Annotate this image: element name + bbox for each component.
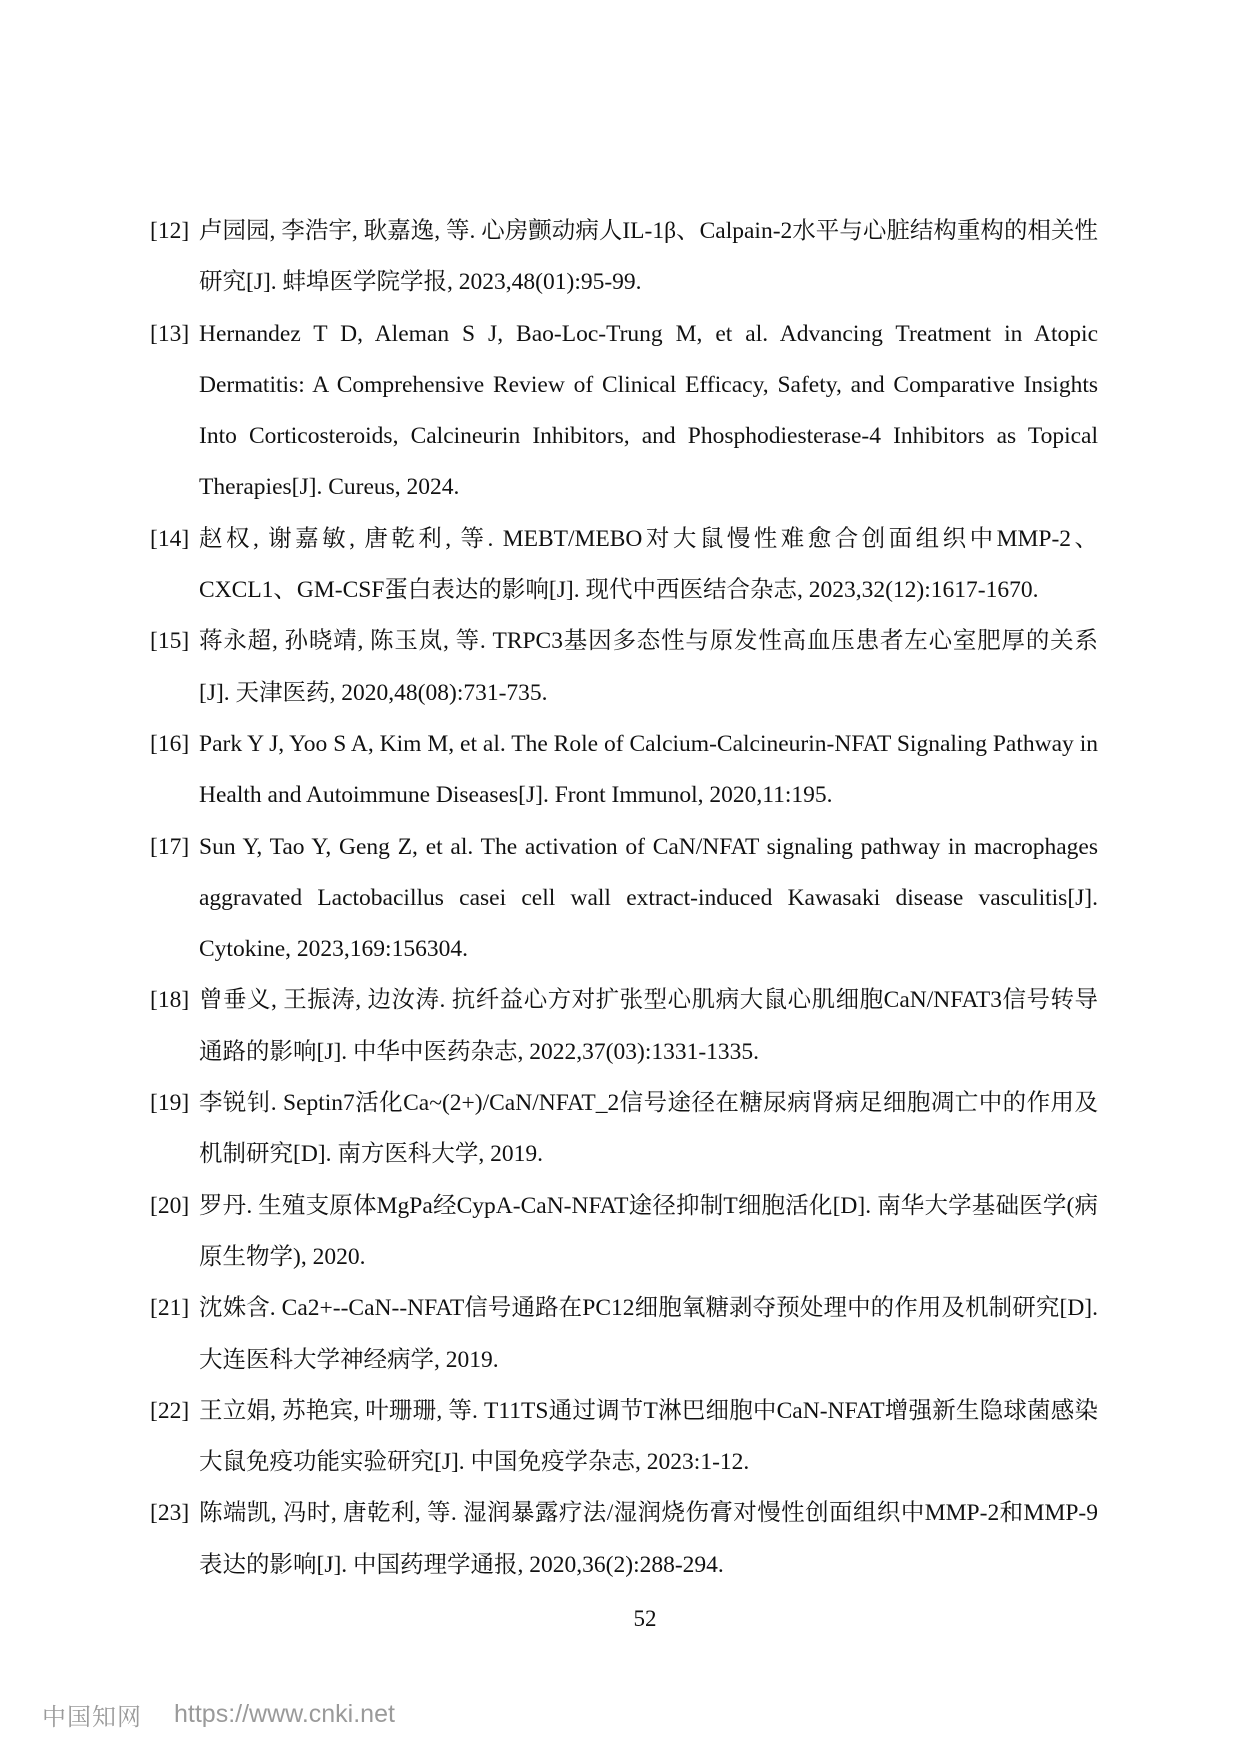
reference-item	[150, 616, 1098, 719]
reference-item	[150, 1386, 1098, 1489]
reference-item	[150, 1283, 1098, 1386]
reference-item	[150, 1488, 1098, 1591]
reference-item	[150, 1078, 1098, 1181]
reference-number: [23]	[150, 1500, 190, 1527]
reference-text: 李锐钊. Septin7活化Ca~(2+)/CaN/NFAT_2信号途径在糖尿病肾病足细胞凋亡中的作用及机制研究[D]. 南方医科大学, 2019.	[199, 1090, 1098, 1168]
reference-text: Park Y J, Yoo S A, Kim M, et al. The Role of Calcium-Calcineurin-NFAT Signaling Pathway in Health and Autoimmune Diseases[J]. Front Immunol, 2020,11:195.	[199, 730, 1098, 809]
reference-item	[150, 822, 1098, 976]
reference-item	[150, 719, 1098, 822]
reference-text: Sun Y, Tao Y, Geng Z, et al. The activation of CaN/NFAT signaling pathway in macrophages aggravated Lactobacillus casei cell wall extract-induced Kawasaki disease vasculitis[J]. Cytokine, 2023,169:156304.	[199, 833, 1098, 963]
reference-number: [15]	[150, 628, 190, 655]
reference-list	[150, 206, 1098, 1591]
reference-item	[150, 206, 1098, 309]
reference-text: 陈端凯, 冯时, 唐乾利, 等. 湿润暴露疗法/湿润烧伤膏对慢性创面组织中MMP-2和MMP-9表达的影响[J]. 中国药理学通报, 2020,36(2):288-294.	[199, 1500, 1098, 1578]
reference-text: 蒋永超, 孙晓靖, 陈玉岚, 等. TRPC3基因多态性与原发性高血压患者左心室肥厚的关系[J]. 天津医药, 2020,48(08):731-735.	[199, 628, 1098, 706]
cnki-watermark	[42, 1696, 395, 1732]
reference-number: [13]	[150, 320, 190, 347]
reference-item	[150, 514, 1098, 617]
reference-text: 罗丹. 生殖支原体MgPa经CypA-CaN-NFAT途径抑制T细胞活化[D]. 南华大学基础医学(病原生物学), 2020.	[199, 1192, 1098, 1270]
page-number: 52	[633, 1606, 657, 1631]
reference-number: [16]	[150, 730, 190, 757]
reference-number: [19]	[150, 1090, 190, 1117]
reference-item	[150, 309, 1098, 514]
reference-text: 沈姝含. Ca2+--CaN--NFAT信号通路在PC12细胞氧糖剥夺预处理中的作用及机制研究[D]. 大连医科大学神经病学, 2019.	[199, 1295, 1098, 1373]
reference-text: 赵权, 谢嘉敏, 唐乾利, 等. MEBT/MEBO对大鼠慢性难愈合创面组织中MMP-2、CXCL1、GM-CSF蛋白表达的影响[J]. 现代中西医结合杂志, 2023,32(12):1617-1670.	[199, 525, 1098, 604]
reference-number: [21]	[150, 1295, 190, 1322]
reference-item	[150, 975, 1098, 1078]
reference-text: 卢园园, 李浩宇, 耿嘉逸, 等. 心房颤动病人IL-1β、Calpain-2水平与心脏结构重构的相关性研究[J]. 蚌埠医学院学报, 2023,48(01):95-99.	[199, 218, 1098, 296]
reference-text: 曾垂义, 王振涛, 边汝涛. 抗纤益心方对扩张型心肌病大鼠心肌细胞CaN/NFAT3信号转导通路的影响[J]. 中华中医药杂志, 2022,37(03):1331-1335.	[199, 987, 1098, 1065]
reference-text: 王立娟, 苏艳宾, 叶珊珊, 等. T11TS通过调节T淋巴细胞中CaN-NFAT增强新生隐球菌感染大鼠免疫功能实验研究[J]. 中国免疫学杂志, 2023:1-12.	[199, 1397, 1098, 1476]
watermark-url: https://www.cnki.net	[174, 1699, 395, 1728]
reference-item	[150, 1181, 1098, 1284]
reference-number: [22]	[150, 1397, 190, 1424]
watermark-brand: 中国知网	[42, 1702, 142, 1731]
reference-text: Hernandez T D, Aleman S J, Bao-Loc-Trung M, et al. Advancing Treatment in Atopic Dermatitis: A Comprehensive Review of Clinical Efficacy, Safety, and Comparative Insights Into Corticosteroids, Calcineurin Inhibitors, and Phosphodiesterase-4 Inhibitors as Topical Therapies[J]. Cureus, 2024.	[199, 320, 1098, 501]
reference-number: [14]	[150, 525, 190, 552]
reference-number: [18]	[150, 987, 190, 1014]
reference-number: [20]	[150, 1192, 190, 1219]
reference-number: [12]	[150, 218, 190, 244]
reference-number: [17]	[150, 833, 190, 860]
